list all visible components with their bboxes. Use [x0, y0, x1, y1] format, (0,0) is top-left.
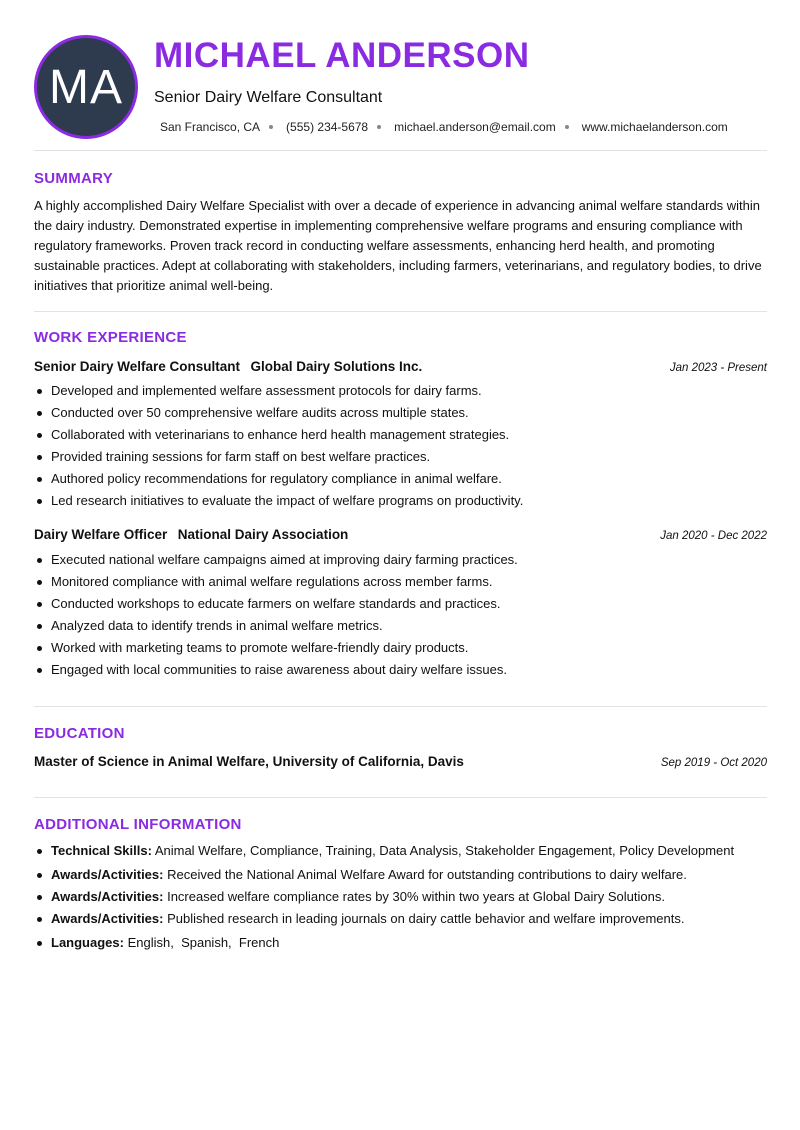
list-item: Analyzed data to identify trends in animal welfare metrics.: [34, 615, 767, 637]
bullet-icon: [37, 433, 42, 438]
bullet-icon: [37, 455, 42, 460]
bullet-icon: [37, 558, 42, 563]
contact-phone: (555) 234-5678: [286, 120, 369, 134]
bullet-icon: [37, 849, 42, 854]
additional-list: [34, 840, 767, 954]
list-item: Monitored compliance with animal welfare regulations across member farms.: [34, 571, 767, 593]
bullet-icon: [37, 917, 42, 922]
list-item: Conducted over 50 comprehensive welfare audits across multiple states.: [34, 402, 767, 424]
job-dates: Jan 2023 - Present: [669, 362, 767, 374]
contact-email[interactable]: michael.anderson@email.com: [394, 120, 556, 134]
job-role: Dairy Welfare Officer: [34, 527, 168, 542]
separator-dot: [377, 125, 381, 129]
bullet-icon: [37, 602, 42, 607]
bullet-icon: [37, 389, 42, 394]
candidate-title: Senior Dairy Welfare Consultant: [154, 89, 383, 106]
education-heading: EDUCATION: [34, 725, 125, 742]
job-bullets: [34, 549, 767, 681]
education-degree: Master of Science in Animal Welfare, University of California, Davis: [34, 754, 464, 769]
divider: [34, 311, 767, 312]
list-item: Worked with marketing teams to promote welfare-friendly dairy products.: [34, 637, 767, 659]
list-item: Executed national welfare campaigns aimed at improving dairy farming practices.: [34, 549, 767, 571]
separator-dot: [269, 125, 273, 129]
job-header: [34, 358, 767, 376]
list-item: Awards/Activities: Increased welfare compliance rates by 30% within two years at Global Dairy Solutions.: [34, 886, 767, 908]
list-item: Languages: English, Spanish, French: [34, 932, 767, 954]
summary-text: A highly accomplished Dairy Welfare Specialist with over a decade of experience in advancing animal welfare standards within the dairy industry. Demonstrated expertise in implementing comprehensive welfare programs and ensuring compliance with regulatory frameworks. Proven track record in conducting welfare assessments, enhancing herd health, and promoting sustainable practices. Adept at collaborating with stakeholders, including farmers, veterinarians, and regulatory bodies, to drive initiatives that prioritize animal well-being.: [34, 198, 762, 293]
bullet-icon: [37, 477, 42, 482]
job-company: Global Dairy Solutions Inc.: [250, 359, 423, 374]
bullet-icon: [37, 499, 42, 504]
job-header: [34, 526, 767, 544]
list-item: Collaborated with veterinarians to enhance herd health management strategies.: [34, 424, 767, 446]
avatar: [34, 35, 138, 139]
separator-dot: [565, 125, 569, 129]
job-company: National Dairy Association: [177, 527, 349, 542]
job-role: Senior Dairy Welfare Consultant: [34, 359, 241, 374]
summary-heading: SUMMARY: [34, 170, 114, 187]
list-item: Engaged with local communities to raise awareness about dairy welfare issues.: [34, 659, 767, 681]
bullet-icon: [37, 646, 42, 651]
bullet-icon: [37, 873, 42, 878]
bullet-icon: [37, 941, 42, 946]
bullet-icon: [37, 411, 42, 416]
job-dates: Jan 2020 - Dec 2022: [660, 530, 767, 542]
divider: [34, 706, 767, 707]
divider: [34, 797, 767, 798]
experience-heading: WORK EXPERIENCE: [34, 329, 187, 346]
list-item: Awards/Activities: Received the National Animal Welfare Award for outstanding contributions to dairy welfare.: [34, 864, 767, 886]
candidate-name: MICHAEL ANDERSON: [154, 36, 530, 75]
education-dates: Sep 2019 - Oct 2020: [660, 757, 767, 769]
contact-location: San Francisco, CA: [160, 120, 261, 134]
list-item: Technical Skills: Animal Welfare, Compliance, Training, Data Analysis, Stakeholder Engagement, Policy Development: [34, 840, 767, 864]
list-item: Developed and implemented welfare assessment protocols for dairy farms.: [34, 380, 767, 402]
list-item: Conducted workshops to educate farmers on welfare standards and practices.: [34, 593, 767, 615]
education-entry: [34, 754, 767, 769]
additional-heading: ADDITIONAL INFORMATION: [34, 816, 242, 833]
divider: [34, 150, 767, 151]
list-item: Led research initiatives to evaluate the impact of welfare programs on productivity.: [34, 490, 767, 512]
list-item: Awards/Activities: Published research in leading journals on dairy cattle behavior and welfare improvements.: [34, 908, 767, 932]
bullet-icon: [37, 895, 42, 900]
list-item: Authored policy recommendations for regulatory compliance in animal welfare.: [34, 468, 767, 490]
list-item: Provided training sessions for farm staff on best welfare practices.: [34, 446, 767, 468]
avatar-initials: MA: [49, 60, 123, 114]
contact-website[interactable]: www.michaelanderson.com: [581, 120, 728, 134]
contact-bar: [160, 120, 728, 134]
job-bullets: [34, 380, 767, 512]
bullet-icon: [37, 580, 42, 585]
bullet-icon: [37, 624, 42, 629]
bullet-icon: [37, 668, 42, 673]
